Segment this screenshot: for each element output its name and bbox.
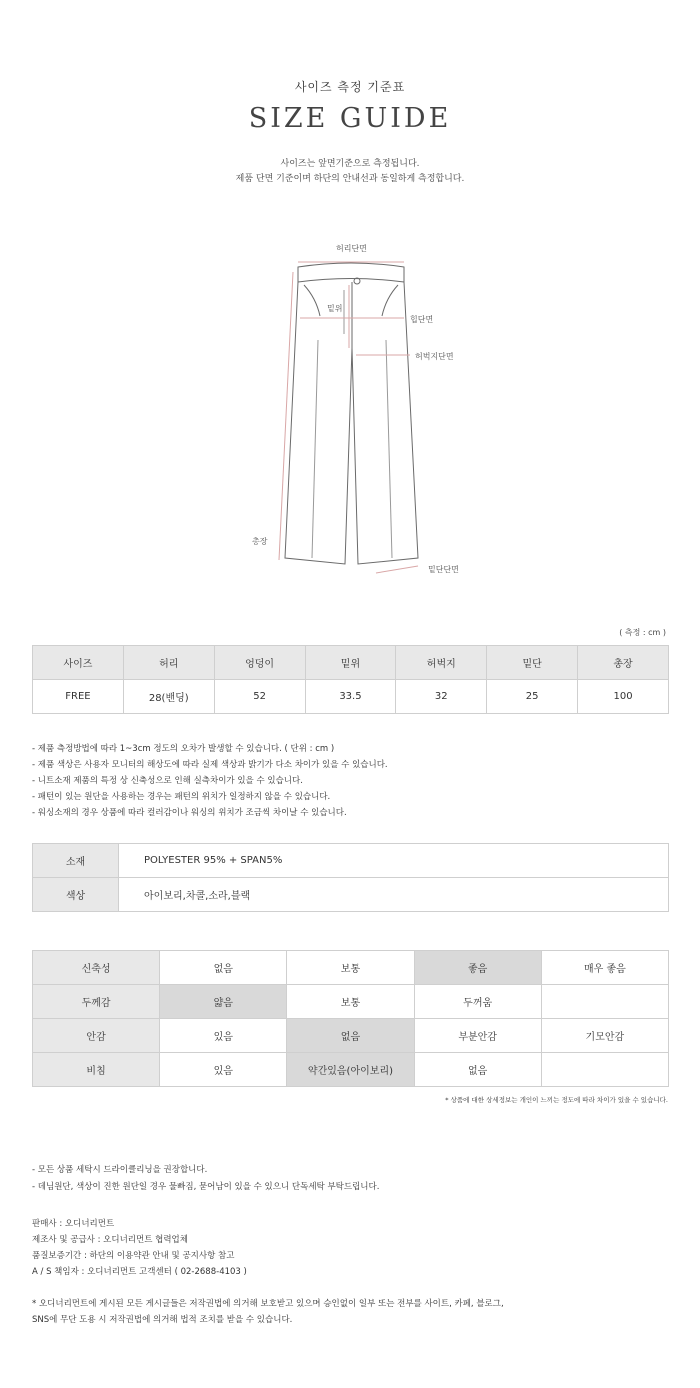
table-cell: 100 [578, 680, 669, 714]
table-cell: 28(밴딩) [123, 680, 214, 714]
note-line: - 제품 측정방법에 따라 1~3cm 정도의 오차가 발생할 수 있습니다. ( 단위 : cm ) [32, 744, 335, 754]
header-cell: 사이즈 [33, 646, 124, 680]
note-line: - 제품 색상은 사용자 모니터의 해상도에 따라 실제 색상과 밝기가 다소 차이가 있을 수 있습니다. [32, 760, 388, 770]
color-label: 색상 [33, 878, 119, 912]
color-value: 아이보리,차콜,소라,블랙 [119, 878, 669, 912]
feel-option [541, 985, 668, 1019]
page-title: SIZE GUIDE [248, 103, 452, 134]
material-label: 소재 [33, 844, 119, 878]
note-line: - 패턴이 있는 원단을 사용하는 경우는 패턴의 위치가 일정하지 않을 수 있습니다. [32, 792, 331, 802]
feel-option: 있음 [160, 1053, 287, 1087]
feel-option: 없음 [414, 1053, 541, 1087]
feel-option: 두꺼움 [414, 985, 541, 1019]
feel-option-selected: 얇음 [160, 985, 287, 1019]
copyright-notice [32, 1296, 504, 1328]
table-cell: 52 [214, 680, 305, 714]
hem-line [376, 566, 418, 573]
length-line [279, 272, 293, 560]
seller-line: 제조사 및 공급사 : 오디너리먼트 협력업체 [32, 1235, 188, 1245]
care-notes [32, 1162, 379, 1196]
header-cell: 밑위 [305, 646, 396, 680]
material-row [33, 844, 669, 878]
header-cell: 허벅지 [396, 646, 487, 680]
feel-option: 부분안감 [414, 1019, 541, 1053]
header-cell: 총장 [578, 646, 669, 680]
measurement-notes [32, 741, 388, 821]
feel-label: 비침 [33, 1053, 160, 1087]
copyright-line: * 오디너리먼트에 게시된 모든 게시글들은 저작권법에 의거해 보호받고 있으며 승인없이 일부 또는 전부를 사이트, 카페, 블로그, [32, 1299, 504, 1309]
pants-illustration [0, 230, 700, 590]
pants-measurement-diagram [0, 230, 700, 590]
measurement-lines [279, 262, 418, 573]
feel-option-selected: 약간있음(아이보리) [287, 1053, 414, 1087]
feel-row-sheerness [33, 1053, 669, 1087]
seller-line: 품질보증기간 : 하단의 이용약관 안내 및 공지사항 참고 [32, 1251, 235, 1261]
intro-line: 사이즈는 앞면기준으로 측정됩니다. [280, 159, 420, 169]
seller-info [32, 1216, 247, 1280]
intro-line: 제품 단면 기준이며 하단의 안내선과 동일하게 측정합니다. [235, 174, 465, 184]
feel-row-stretch [33, 951, 669, 985]
rise-label: 밑위 [327, 304, 343, 313]
care-line: - 데님원단, 색상이 진한 원단일 경우 물빠짐, 묻어남이 있을 수 있으니 단독세탁 부탁드립니다. [32, 1182, 380, 1192]
intro-text [0, 157, 700, 187]
size-guide-subtitle: 사이즈 측정 기준표 [294, 80, 406, 94]
feel-table-note: * 상품에 대한 상세정보는 개인이 느끼는 정도에 따라 차이가 있을 수 있습니다. [445, 1096, 668, 1104]
table-cell: FREE [33, 680, 124, 714]
note-line: - 워싱소재의 경우 상품에 따라 컬러감이나 워싱의 위치가 조금씩 차이날 수 있습니다. [32, 808, 347, 818]
pants-outline [285, 263, 418, 564]
feel-option: 기모안감 [541, 1019, 668, 1053]
fabric-feel-table [32, 950, 669, 1087]
waist-label: 허리단면 [336, 244, 367, 253]
feel-option: 매우 좋음 [541, 951, 668, 985]
length-label: 총장 [252, 537, 268, 546]
size-table-header-row [33, 646, 669, 680]
color-row [33, 878, 669, 912]
material-value: POLYESTER 95% + SPAN5% [119, 844, 669, 878]
feel-row-lining [33, 1019, 669, 1053]
size-table [32, 645, 669, 714]
feel-label: 신축성 [33, 951, 160, 985]
feel-option-selected: 좋음 [414, 951, 541, 985]
feel-row-thickness [33, 985, 669, 1019]
header-cell: 밑단 [487, 646, 578, 680]
table-cell: 25 [487, 680, 578, 714]
feel-option: 보통 [287, 985, 414, 1019]
table-cell: 32 [396, 680, 487, 714]
feel-option [541, 1053, 668, 1087]
header-cell: 엉덩이 [214, 646, 305, 680]
hip-label: 힙단면 [410, 315, 434, 324]
table-row [33, 680, 669, 714]
note-line: - 니트소재 제품의 특정 상 신축성으로 인해 실측차이가 있을 수 있습니다. [32, 776, 303, 786]
feel-option: 보통 [287, 951, 414, 985]
feel-option: 있음 [160, 1019, 287, 1053]
hem-label: 밑단단면 [428, 565, 459, 574]
seller-line: 판매사 : 오디너리먼트 [32, 1219, 115, 1229]
table-cell: 33.5 [305, 680, 396, 714]
care-line: - 모든 상품 세탁시 드라이클리닝을 권장합니다. [32, 1165, 208, 1175]
feel-option-selected: 없음 [287, 1019, 414, 1053]
feel-label: 안감 [33, 1019, 160, 1053]
copyright-line: SNS에 무단 도용 시 저작권법에 의거해 법적 조치를 받을 수 있습니다. [32, 1315, 293, 1325]
header-cell: 허리 [123, 646, 214, 680]
thigh-label: 허벅지단면 [415, 352, 454, 361]
seller-line: A / S 책임자 : 오디너리먼트 고객센터 ( 02-2688-4103 ) [32, 1267, 247, 1277]
material-table [32, 843, 669, 912]
unit-note: ( 측정 : cm ) [619, 628, 666, 637]
feel-label: 두께감 [33, 985, 160, 1019]
feel-option: 없음 [160, 951, 287, 985]
